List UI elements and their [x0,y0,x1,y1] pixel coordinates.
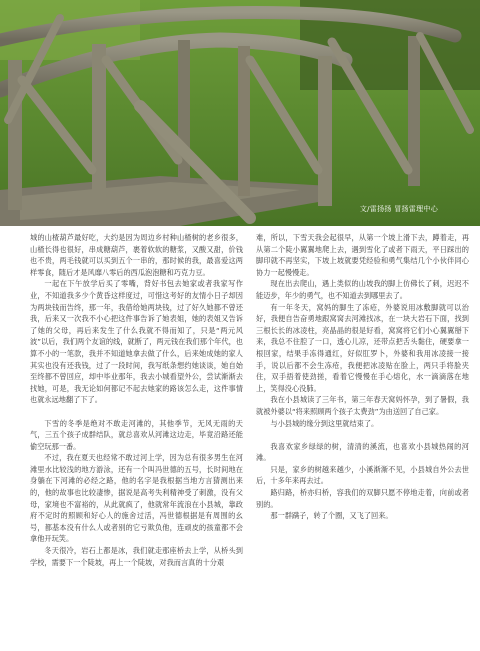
paragraph: 只是，家乡的树越来越少，小溪渐渐不见，小县城自外公去世后，十多年来再去过。 [256,464,469,486]
header-photo-bridge [0,0,480,226]
paragraph: 城的山楂葫芦最好吃，大约是因为周边乡村种山楂树的老乡很多，山楂长得也很好，串成糖葫芦，裹着软软的糖浆，又酸又甜，价钱也不贵，两毛钱就可以买到五个一串的，那时候的我，最喜爱这两样零食，随后才是风靡八零后的西瓜泡泡糖和巧克力豆。 [30,233,243,277]
paragraph: 我在小县城读了三年书，第三年春天窝妈怀孕，到了暑假，我就被外婆以“将来照顾两个孩子太费劲”为由送回了自己家。 [256,395,469,416]
paragraph: 与小县城的缘分到这里就结束了。 [270,418,379,428]
article-column-right [256,232,469,522]
paragraph: 那一群蹒子，转了个圈，又飞了回来。 [270,511,393,521]
paragraph: 路归路，桥亦归桥，容我们的双脚只愿不停地走着，向前或者别的。 [256,488,469,509]
paragraph: 下雪的冬季是绝对不敢走河滩的，其他季节，无风无雨的天气，三五个孩子成群结队，就总喜欢从河滩这边走，毕竟沿路还能偷空玩那一番。 [30,418,243,451]
paragraph: 不过，我在夏天也经常不敢过河上学，因为总有很多男生在河滩里水比较浅的地方游泳，还有一个叫冯世德的五号，长时间地在身躺在下河滩的必经之路，他的名字是我根据当地方言猜测出来的，他的故事也比较凄惨，据说是高考失利精神受了刺激，没有父母，家境也不富裕的，从此就疯了，他就常年流浪在小县城，靠政府不定时的照顾和好心人的施舍过活，冯世德根据是有周围的幺号，都基本没有什么人或者别的它亏欺负他，连顽皮的孩童都不会拿他开玩笑。 [30,453,243,544]
paragraph: 现在出去爬山，遇上类似的山坡我的脚上仿佛长了刺，迟迟不能迈步，年少的勇气，也不知道去到哪里去了。 [256,279,469,300]
paragraph-gap [256,429,469,441]
paragraph: 冬天很冷，岩石上都是冰，我们就走那座桥去上学，从桥头到学校，需要下一个陡坡，再上一个陡坡，对我而言真的十分艰 [30,546,243,567]
photo-credit: 文/雷扬扬 冒扬雷理中心 [359,205,438,213]
paragraph-gap [30,406,243,418]
paragraph: 我喜欢家乡绿绿的树，清清的溪流，也喜欢小县城热闹的河滩。 [256,441,469,463]
article-column-left [30,232,243,568]
paragraph: 有一年冬天，窝妈的脚生了冻疮，外婆说用冰敷脚就可以治好，我便自告奋勇地跟窝窝去河滩找冰，在一块大岩石下面，找到三根长长的冰凌柱，亮晶晶的很是好看，窝窝将它们小心翼翼掰下来，我总不住腔了一口，透心儿凉，还带点把舌头黏住，硬要拿一根回家，结果手冻得通红，好似肛罗卜，外婆和我用冰凌接一接手，说以后都不会生冻疮，我便把冰凌贴在脸上，两只手将脸夹住，双手捂着使劲搓，看着它慢慢在手心熔化，水一滴滴落在地上，笑得没心没肺。 [256,302,469,393]
paragraph: 难，所以，下雪天我会起很早，从第一个坡上滑下去，蹲着走，再从第二个陡小翼翼地爬上去，遇到雪化了或者下雨天，平日踩出的脚印就不再坚实，下坡上坡就要凭经验和勇气集结几个小伙伴同心协力一起慢慢走。 [256,233,469,277]
paragraph: 一起在下午放学后买了零嘴，背好书包去她家或者我家写作业，不知道我多少个黄昏这样度过，可惜这考好的友情小日子却因为两块钱而告终，那一年，我借给她两块钱，过了好久她都不曾还我，后来又一次我不小心把这件事告诉了她表姐，她的表姐又告诉了她的父母，再后来发生了什么我就不得而知了，只是“两元风波”以后，我们两个友谊的线，就断了，两元钱在我们那个年代，也算不小的一笔款，我并不知道她拿去做了什么，后来她成她的家人其实也没有还我钱，过了一段时间，我写纸条想约她谈谈，她自始至终都不曾回应，却中毕业那年，我去小城看望外公，尝试渐渐去找她，可是，我无论如何都记不起去她家的路该怎么走，这件事情也就永远地翻了下了。 [30,279,243,405]
